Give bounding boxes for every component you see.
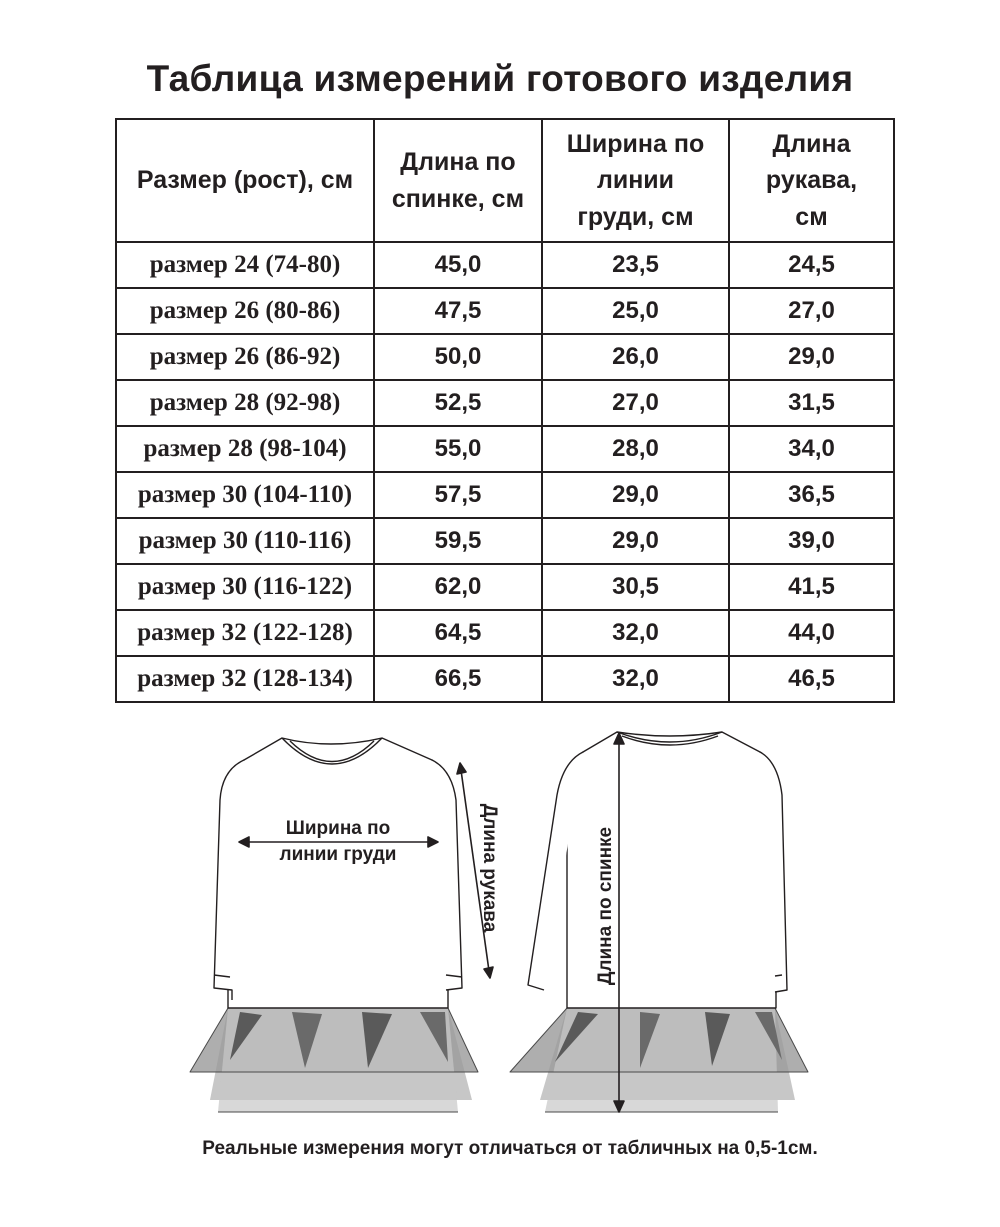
size-table xyxy=(115,118,895,703)
sleeve-length-cell: 31,5 xyxy=(729,380,894,426)
chest-width-cell: 29,0 xyxy=(542,518,729,564)
chest-label-line1: Ширина по xyxy=(285,818,391,839)
sleeve-length-cell: 27,0 xyxy=(729,288,894,334)
header-size: Размер (рост), см xyxy=(116,119,374,242)
sleeve-length-cell: 41,5 xyxy=(729,564,894,610)
back-view xyxy=(510,732,808,1112)
header-chest-width: Ширина по линии груди, см xyxy=(542,119,729,242)
size-cell: размер 30 (116-122) xyxy=(116,564,374,610)
table-row xyxy=(116,564,894,610)
table-row xyxy=(116,426,894,472)
table-header-row xyxy=(116,119,894,242)
back-length-cell: 45,0 xyxy=(374,242,542,288)
back-length-cell: 47,5 xyxy=(374,288,542,334)
back-length-cell: 52,5 xyxy=(374,380,542,426)
size-cell: размер 28 (92-98) xyxy=(116,380,374,426)
garment-illustration xyxy=(170,725,830,1120)
table-row xyxy=(116,610,894,656)
size-cell: размер 32 (122-128) xyxy=(116,610,374,656)
size-cell: размер 30 (104-110) xyxy=(116,472,374,518)
size-cell: размер 32 (128-134) xyxy=(116,656,374,702)
size-cell: размер 26 (80-86) xyxy=(116,288,374,334)
table-row xyxy=(116,242,894,288)
size-cell: размер 26 (86-92) xyxy=(116,334,374,380)
chest-width-cell: 32,0 xyxy=(542,656,729,702)
back-length-cell: 59,5 xyxy=(374,518,542,564)
size-cell: размер 24 (74-80) xyxy=(116,242,374,288)
chest-width-cell: 27,0 xyxy=(542,380,729,426)
back-length-cell: 55,0 xyxy=(374,426,542,472)
sleeve-label: Длина рукава xyxy=(479,803,500,933)
header-sleeve-length: Длина рукава, см xyxy=(729,119,894,242)
header-back-length: Длина по спинке, см xyxy=(374,119,542,242)
chest-width-cell: 23,5 xyxy=(542,242,729,288)
back-length-label: Длина по спинке xyxy=(595,826,616,986)
back-length-cell: 62,0 xyxy=(374,564,542,610)
table-row xyxy=(116,334,894,380)
chest-width-cell: 28,0 xyxy=(542,426,729,472)
chest-width-cell: 29,0 xyxy=(542,472,729,518)
chest-width-cell: 26,0 xyxy=(542,334,729,380)
size-cell: размер 28 (98-104) xyxy=(116,426,374,472)
sleeve-length-cell: 46,5 xyxy=(729,656,894,702)
table-row xyxy=(116,472,894,518)
table-row xyxy=(116,288,894,334)
table-row xyxy=(116,380,894,426)
tulle-skirt-back xyxy=(510,1008,808,1112)
chest-width-cell: 30,5 xyxy=(542,564,729,610)
bodice-front-outline xyxy=(228,738,448,1008)
page-title: Таблица измерений готового изделия xyxy=(146,58,854,99)
sleeve-length-cell: 36,5 xyxy=(729,472,894,518)
sleeve-length-cell: 24,5 xyxy=(729,242,894,288)
footnote: Реальные измерения могут отличаться от табличных на 0,5-1см. xyxy=(202,1138,818,1159)
tulle-skirt-front xyxy=(190,1008,478,1112)
chest-width-cell: 25,0 xyxy=(542,288,729,334)
front-view xyxy=(190,738,493,1112)
chest-width-cell: 32,0 xyxy=(542,610,729,656)
back-length-cell: 66,5 xyxy=(374,656,542,702)
size-cell: размер 30 (110-116) xyxy=(116,518,374,564)
sleeve-length-cell: 44,0 xyxy=(729,610,894,656)
table-row xyxy=(116,518,894,564)
chest-label-line2: линии груди xyxy=(279,844,397,865)
sleeve-length-cell: 34,0 xyxy=(729,426,894,472)
table-row xyxy=(116,656,894,702)
sleeve-length-cell: 39,0 xyxy=(729,518,894,564)
back-length-cell: 64,5 xyxy=(374,610,542,656)
sleeve-length-cell: 29,0 xyxy=(729,334,894,380)
back-length-cell: 50,0 xyxy=(374,334,542,380)
back-length-cell: 57,5 xyxy=(374,472,542,518)
